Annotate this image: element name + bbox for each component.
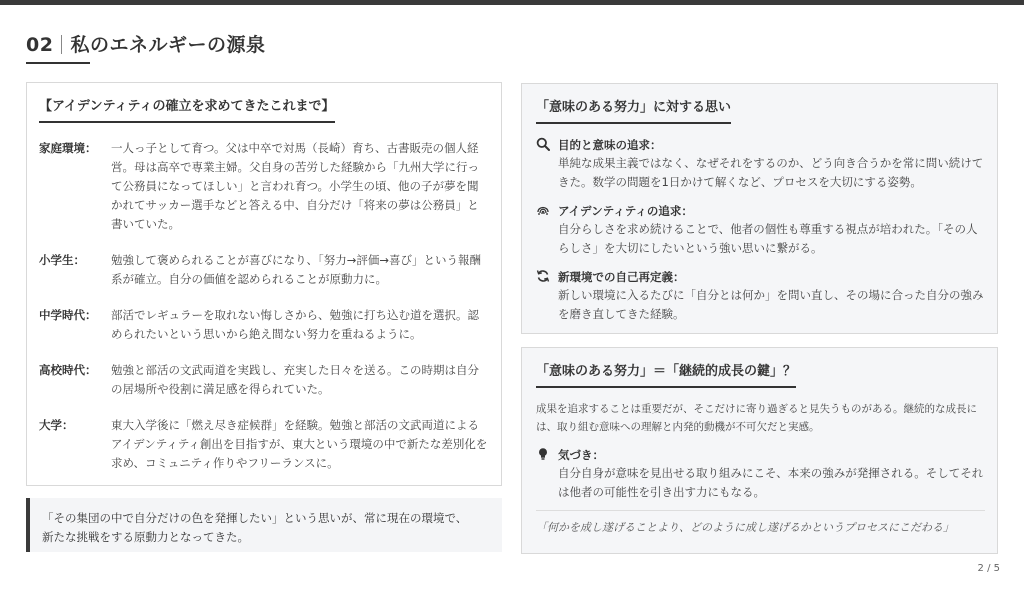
insight-item <box>536 446 985 502</box>
identity-history-card <box>26 82 502 486</box>
page-title <box>26 30 265 57</box>
effort-card-heading: 「意味のある努力」に対する思い <box>536 96 731 124</box>
growth-intro: 成果を追求することは重要だが、そこだけに寄り過ぎると見失うものがある。継続的な成長には、取り組む意味への理解と内発的動機が不可欠だと実感。 <box>536 403 977 433</box>
identity-card-heading: 【アイデンティティの確立を求めてきたこれまで】 <box>39 95 335 123</box>
growth-card-heading: 「意味のある努力」＝「継続的成長の鍵」？ <box>536 360 796 388</box>
timeline-label: 大学： <box>39 418 74 432</box>
timeline-text: 東大入学後に「燃え尽き症候群」を経験。勉強と部活の文武両道によるアイデンティティ創出を目指すが、東大という環境の中で新たな差別化を求め、コミュニティ作りやフリーランスに。 <box>111 418 488 470</box>
insight-text: 自分自身が意味を見出せる取り組みにこそ、本来の強みが発揮される。そしてそれは他者の可能性を引き出す力にもなる。 <box>558 466 984 499</box>
timeline-label: 高校時代： <box>39 363 97 377</box>
quote-line-1: 「その集団の中で自分だけの色を発揮したい」という思いが、常に現在の環境で、 <box>42 511 468 525</box>
timeline-text: 勉強と部活の文武両道を実践し、充実した日々を送る。この時期は自分の居場所や役割に満足感を得られていた。 <box>111 363 479 396</box>
timeline-label: 家庭環境： <box>39 141 97 155</box>
title-underline <box>26 62 90 64</box>
fingerprint-icon <box>536 202 558 258</box>
timeline-row-elementary <box>39 251 489 289</box>
insight-title: 気づき： <box>558 448 604 462</box>
section-title: 私のエネルギーの源泉 <box>70 34 266 56</box>
point-title: 目的と意味の追求： <box>558 138 662 152</box>
lightbulb-icon <box>536 446 558 502</box>
point-identity <box>536 202 985 258</box>
section-number: 02 <box>26 34 54 56</box>
meaningful-effort-card <box>521 83 998 334</box>
divider <box>536 510 985 511</box>
point-text: 新しい環境に入るたびに「自分とは何か」を問い直し、その場に合った自分の強みを磨き直してきた経験。 <box>558 288 984 321</box>
point-purpose <box>536 136 985 192</box>
motivation-quote <box>26 498 502 552</box>
timeline-row-family <box>39 139 489 234</box>
timeline-row-high-school <box>39 361 489 399</box>
search-icon <box>536 136 558 192</box>
quote-line-2: 新たな挑戦をする原動力となってきた。 <box>42 530 249 544</box>
timeline-label: 小学生： <box>39 253 85 267</box>
sync-icon <box>536 268 558 324</box>
timeline-row-junior-high <box>39 306 489 344</box>
continuous-growth-card <box>521 347 998 554</box>
top-accent-bar <box>0 0 1024 5</box>
timeline-text: 一人っ子として育つ。父は中卒で対馬（長崎）育ち、古書販売の個人経営。母は高卒で専業主婦。父自身の苦労した経験から「九州大学に行って公務員になってほしい」と言われ育つ。小学生の頃、他の子が夢を聞かれてサッカー選手などと答える中、自分だけ「将来の夢は公務員」と書いていた。 <box>111 141 479 231</box>
point-redefinition <box>536 268 985 324</box>
point-title: アイデンティティの追求： <box>558 204 693 218</box>
point-text: 単純な成果主義ではなく、なぜそれをするのか、どう向き合うかを常に問い続けてきた。数学の問題を1日かけて解くなど、プロセスを大切にする姿勢。 <box>558 156 984 189</box>
timeline-text: 勉強して褒められることが喜びになり、「努力→評価→喜び」という報酬系が確立。自分の価値を認められることが原動力に。 <box>111 253 482 286</box>
effort-points <box>536 136 985 324</box>
timeline-label: 中学時代： <box>39 308 97 322</box>
point-text: 自分らしさを求め続けることで、他者の個性も尊重する視点が培われた。「その人らしさ」を大切にしたいという強い思いに繋がる。 <box>558 222 978 255</box>
timeline-text: 部活でレギュラーを取れない悔しさから、勉強に打ち込む道を選択。認められたいという思いから絶え間ない努力を重ねるように。 <box>111 308 479 341</box>
timeline <box>39 139 489 473</box>
closing-quote: 「何かを成し遂げることより、どのように成し遂げるかというプロセスにこだわる」 <box>536 521 954 534</box>
timeline-row-university <box>39 416 489 473</box>
page-number: 2 / 5 <box>977 563 1000 574</box>
title-separator <box>61 35 62 54</box>
point-title: 新環境での自己再定義： <box>558 270 685 284</box>
